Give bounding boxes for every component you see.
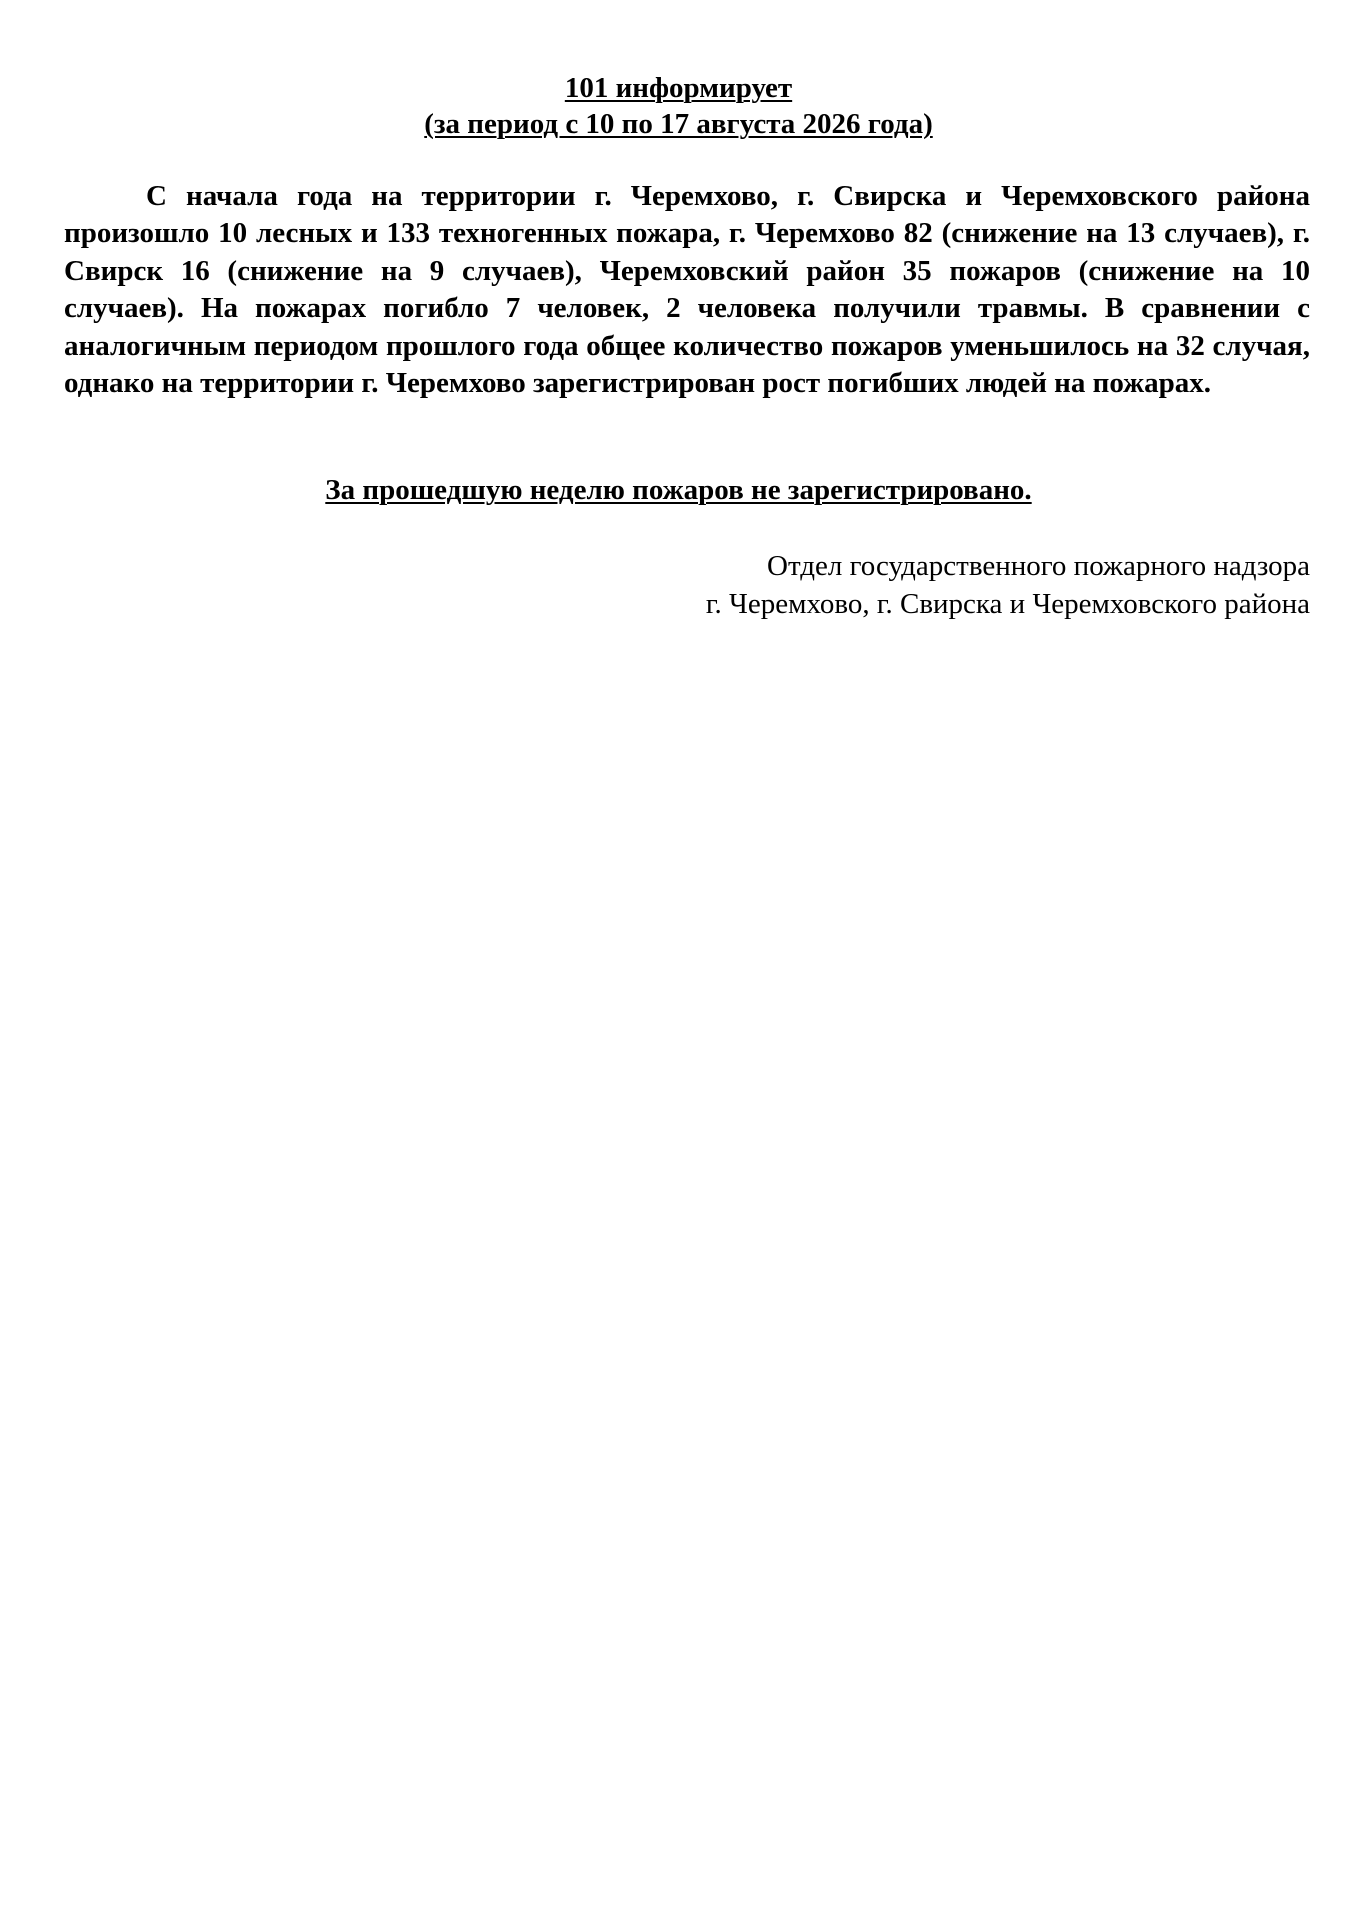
document-title: 101 информирует <box>564 72 793 104</box>
signature-block <box>410 548 1310 623</box>
main-paragraph: С начала года на территории г. Черемхово, г. Свирска и Черемховского района произошло 10 лесных и 133 техногенных пожара, г. Черемхово 82 (снижение на 13 случаев), г. Свирск 16 (снижение на 9 случаев), Черемховский район 35 пожаров (снижение на 10 случаев). На пожарах погибло 7 человек, 2 человека получили травмы. В сравнении с аналогичным периодом прошлого года общее количество пожаров уменьшилось на 32 случая, однако на территории г. Черемхово зарегистрирован рост погибших людей на пожарах. <box>64 180 1310 400</box>
document-header <box>0 70 1357 142</box>
document-period: (за период с 10 по 17 августа 2026 года) <box>424 108 933 140</box>
signature-line-1: Отдел государственного пожарного надзора <box>767 550 1310 582</box>
signature-line-2: г. Черемхово, г. Свирска и Черемховского района <box>705 587 1310 620</box>
weekly-notice: За прошедшую неделю пожаров не зарегистрировано. <box>325 474 1032 506</box>
